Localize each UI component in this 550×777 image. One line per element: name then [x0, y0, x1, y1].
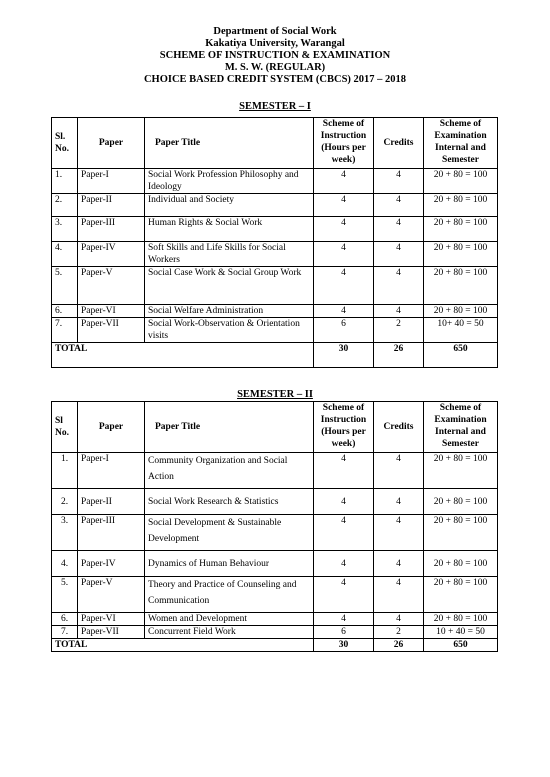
cell-sl: 3. [52, 515, 78, 551]
cell-paper: Paper-II [78, 489, 145, 515]
table-row [52, 515, 498, 551]
cell-title: Social Case Work & Social Group Work [145, 267, 314, 305]
table-row [52, 194, 498, 217]
cell-title: Dynamics of Human Behaviour [145, 551, 314, 577]
total-row [52, 639, 498, 652]
cell-hours: 4 [314, 267, 374, 305]
header-sl: Sl. No. [52, 118, 78, 169]
cell-title: Social Work Profession Philosophy and Ideology [145, 169, 314, 194]
cell-hours: 6 [314, 626, 374, 639]
cell-exam: 20 + 80 = 100 [424, 217, 498, 242]
cell-credits: 4 [374, 551, 424, 577]
total-row [52, 343, 498, 368]
cell-exam: 20 + 80 = 100 [424, 242, 498, 267]
semester-2-title: SEMESTER – II [237, 389, 313, 400]
cell-credits: 4 [374, 489, 424, 515]
cell-credits: 2 [374, 626, 424, 639]
cell-title: Women and Development [145, 613, 314, 626]
cell-sl: 4. [52, 242, 78, 267]
cell-exam: 20 + 80 = 100 [424, 169, 498, 194]
cell-paper: Paper-I [78, 169, 145, 194]
table-row [52, 267, 498, 305]
cell-credits: 4 [374, 194, 424, 217]
cell-paper: Paper-VII [78, 626, 145, 639]
cell-sl: 4. [52, 551, 78, 577]
cell-credits: 4 [374, 577, 424, 613]
cell-title: Individual and Society [145, 194, 314, 217]
cell-exam: 20 + 80 = 100 [424, 305, 498, 318]
cell-paper: Paper-IV [78, 242, 145, 267]
table-row [52, 217, 498, 242]
header-sl: Sl No. [52, 402, 78, 453]
scheme-title: SCHEME OF INSTRUCTION & EXAMINATION [159, 50, 391, 61]
header-paper-title: Paper Title [145, 118, 314, 169]
department-name: Department of Social Work [213, 26, 337, 37]
table-row [52, 242, 498, 267]
cell-title: Social Work-Observation & Orientation visits [145, 318, 314, 343]
cell-credits: 4 [374, 169, 424, 194]
cell-hours: 6 [314, 318, 374, 343]
cell-paper: Paper-VII [78, 318, 145, 343]
cell-paper: Paper-I [78, 453, 145, 489]
header-paper-title: Paper Title [145, 402, 314, 453]
cell-exam: 20 + 80 = 100 [424, 551, 498, 577]
table-row [52, 577, 498, 613]
cell-paper: Paper-VI [78, 613, 145, 626]
cell-exam: 20 + 80 = 100 [424, 453, 498, 489]
semester-1-table [51, 117, 498, 368]
cell-paper: Paper-II [78, 194, 145, 217]
total-exam: 650 [424, 343, 498, 368]
total-credits: 26 [374, 639, 424, 652]
table-row [52, 626, 498, 639]
cell-credits: 4 [374, 267, 424, 305]
cell-credits: 4 [374, 242, 424, 267]
cell-sl: 6. [52, 305, 78, 318]
cell-sl: 3. [52, 217, 78, 242]
cell-title: Theory and Practice of Counseling and Communication [145, 577, 314, 613]
cell-sl: 2. [52, 194, 78, 217]
cell-paper: Paper-IV [78, 551, 145, 577]
cell-paper: Paper-III [78, 515, 145, 551]
cell-exam: 10+ 40 = 50 [424, 318, 498, 343]
cell-title: Human Rights & Social Work [145, 217, 314, 242]
total-label: TOTAL [52, 639, 314, 652]
cell-hours: 4 [314, 169, 374, 194]
cell-sl: 7. [52, 626, 78, 639]
cell-exam: 20 + 80 = 100 [424, 267, 498, 305]
cell-credits: 4 [374, 305, 424, 318]
cell-hours: 4 [314, 217, 374, 242]
total-label: TOTAL [52, 343, 314, 368]
cell-exam: 20 + 80 = 100 [424, 577, 498, 613]
cell-title: Soft Skills and Life Skills for Social Workers [145, 242, 314, 267]
cell-credits: 4 [374, 453, 424, 489]
total-credits: 26 [374, 343, 424, 368]
cell-sl: 6. [52, 613, 78, 626]
cell-hours: 4 [314, 515, 374, 551]
cell-title: Community Organization and Social Action [145, 453, 314, 489]
cell-hours: 4 [314, 577, 374, 613]
cell-exam: 20 + 80 = 100 [424, 194, 498, 217]
cell-hours: 4 [314, 613, 374, 626]
cell-exam: 10 + 40 = 50 [424, 626, 498, 639]
total-exam: 650 [424, 639, 498, 652]
header-credits: Credits [374, 402, 424, 453]
cell-hours: 4 [314, 453, 374, 489]
table-row [52, 551, 498, 577]
semester-2-table [51, 401, 498, 652]
total-hours: 30 [314, 639, 374, 652]
cell-sl: 5. [52, 267, 78, 305]
header-examination: Scheme of Examination Internal and Semester [424, 118, 498, 169]
cell-exam: 20 + 80 = 100 [424, 515, 498, 551]
header-examination: Scheme of Examination Internal and Semester [424, 402, 498, 453]
cell-paper: Paper-V [78, 267, 145, 305]
university-name: Kakatiya University, Warangal [205, 38, 345, 49]
header-paper: Paper [78, 118, 145, 169]
cell-credits: 4 [374, 217, 424, 242]
table-row [52, 453, 498, 489]
table-header-row [52, 402, 498, 453]
cell-title: Social Work Research & Statistics [145, 489, 314, 515]
cell-title: Social Development & Sustainable Development [145, 515, 314, 551]
cell-hours: 4 [314, 194, 374, 217]
cell-paper: Paper-III [78, 217, 145, 242]
cell-hours: 4 [314, 305, 374, 318]
cell-credits: 4 [374, 613, 424, 626]
table-header-row [52, 118, 498, 169]
header-instruction: Scheme of Instruction (Hours per week) [314, 118, 374, 169]
header-credits: Credits [374, 118, 424, 169]
cell-paper: Paper-VI [78, 305, 145, 318]
cell-paper: Paper-V [78, 577, 145, 613]
cell-title: Social Welfare Administration [145, 305, 314, 318]
semester-1-title: SEMESTER – I [239, 101, 311, 112]
table-row [52, 305, 498, 318]
header-paper: Paper [78, 402, 145, 453]
cbcs-title: CHOICE BASED CREDIT SYSTEM (CBCS) 2017 – 2018 [143, 74, 407, 85]
cell-exam: 20 + 80 = 100 [424, 489, 498, 515]
cell-sl: 7. [52, 318, 78, 343]
program-title: M. S. W. (REGULAR) [224, 62, 326, 73]
cell-hours: 4 [314, 489, 374, 515]
cell-credits: 2 [374, 318, 424, 343]
cell-sl: 1. [52, 453, 78, 489]
table-row [52, 169, 498, 194]
cell-credits: 4 [374, 515, 424, 551]
header-instruction: Scheme of Instruction (Hours per week) [314, 402, 374, 453]
table-row [52, 613, 498, 626]
table-row [52, 318, 498, 343]
cell-sl: 5. [52, 577, 78, 613]
cell-sl: 2. [52, 489, 78, 515]
total-hours: 30 [314, 343, 374, 368]
cell-title: Concurrent Field Work [145, 626, 314, 639]
table-row [52, 489, 498, 515]
cell-exam: 20 + 80 = 100 [424, 613, 498, 626]
cell-hours: 4 [314, 242, 374, 267]
cell-hours: 4 [314, 551, 374, 577]
cell-sl: 1. [52, 169, 78, 194]
